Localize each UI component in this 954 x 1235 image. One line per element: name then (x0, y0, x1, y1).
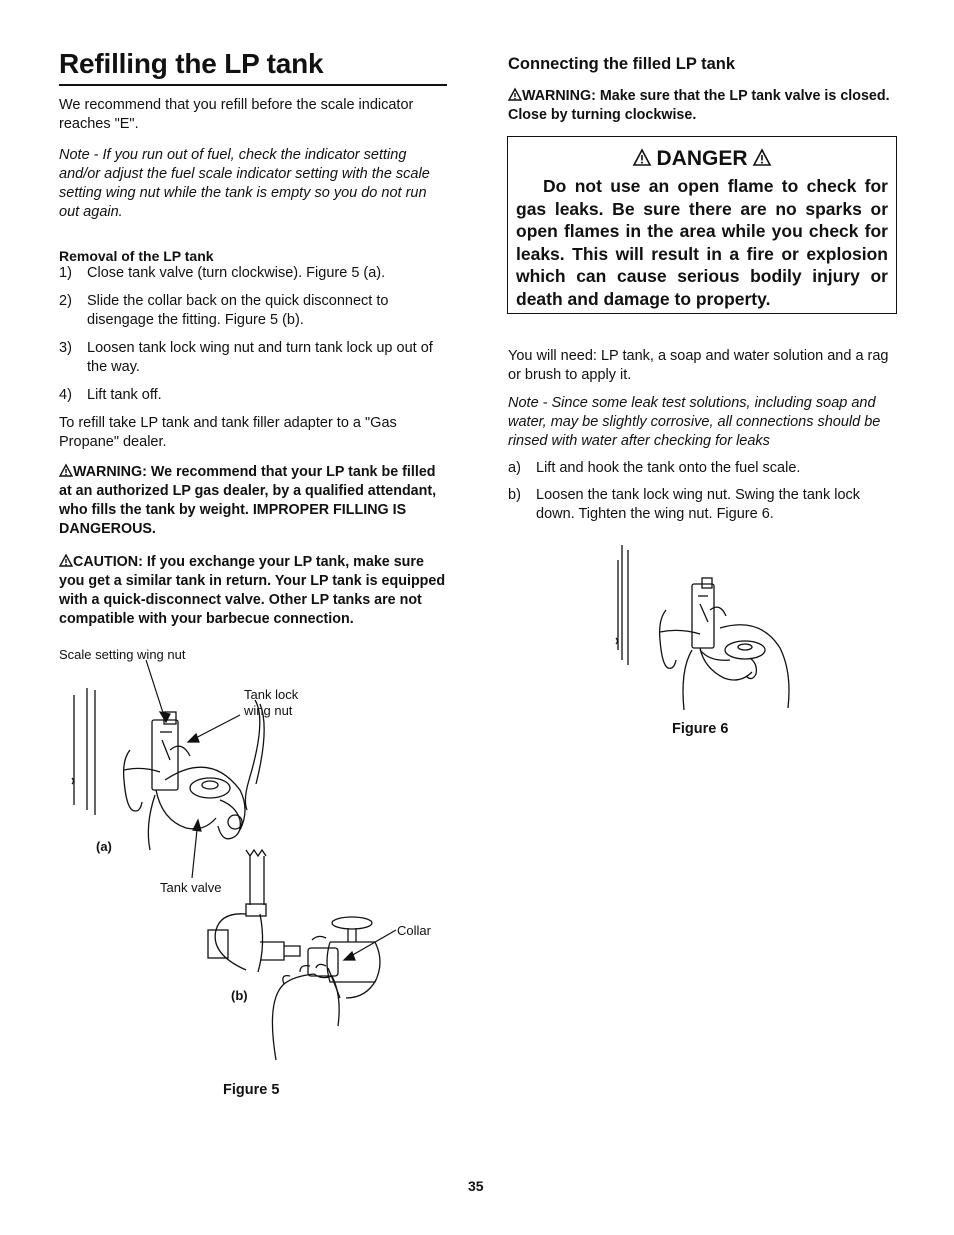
list-item: 2) Slide the collar back on the quick disconnect to disengage the fitting. Figure 5 (b). (59, 293, 389, 328)
refill-text: To refill take LP tank and tank filler adapter to a "Gas Propane" dealer. (59, 415, 397, 450)
warning-block: WARNING: We recommend that your LP tank be filled at an authorized LP gas dealer, by a qualified attendant, who fills the tank by weight. IMPROPER FILLING IS DANGEROUS. (59, 464, 437, 537)
intro-text: We recommend that you refill before the scale indicator reaches "E". (59, 97, 414, 132)
page-title: Refilling the LP tank (59, 48, 447, 86)
warning-icon (508, 88, 522, 101)
label-tank-valve: Tank valve (160, 880, 222, 895)
label-collar: Collar (397, 923, 431, 938)
danger-icon (753, 149, 771, 166)
label-tank-lock: Tank lock wing nut (244, 687, 299, 718)
warning-icon (59, 464, 73, 477)
section-heading: Connecting the filled LP tank (508, 55, 736, 73)
figure-5b-illustration (200, 850, 400, 1070)
danger-box (507, 136, 897, 314)
figure-6-illustration (600, 540, 800, 720)
caution-block: CAUTION: If you exchange your LP tank, make sure you get a similar tank in return. Your LP tank is equipped with a quick-disconnect valve. Other LP tanks are not compatible with your barbecue connection. (59, 554, 446, 627)
figure-5-caption: Figure 5 (223, 1082, 280, 1098)
list-item: 1) Close tank valve (turn clockwise). Figure 5 (a). (59, 265, 386, 281)
list-item: b) Loosen the tank lock wing nut. Swing the tank lock down. Tighten the wing nut. Figure 6. (508, 487, 861, 522)
removal-heading: Removal of the LP tank (59, 248, 214, 264)
page-number: 35 (468, 1178, 484, 1194)
label-b: (b) (231, 988, 248, 1003)
note-text: Note - If you run out of fuel, check the indicator setting and/or adjust the fuel scale indicator setting with the scale setting wing nut while the tank is empty so you do not run out again. (59, 147, 430, 220)
danger-title: DANGER (508, 147, 896, 171)
right-note-text: Note - Since some leak test solutions, including soap and water, may be slightly corrosive, all connections should be rinsed with water after checking for leaks (508, 395, 881, 449)
list-item: 4) Lift tank off. (59, 387, 162, 403)
right-warning-block: WARNING: Make sure that the LP tank valve is closed. Close by turning clockwise. (508, 88, 890, 123)
need-text: You will need: LP tank, a soap and water solution and a rag or brush to apply it. (508, 348, 889, 383)
figure-5a-illustration (60, 660, 300, 860)
danger-text: Do not use an open flame to check for gas leaks. Be sure there are no sparks or open flames in the area while you check for leaks. This will result in a fire or explosion which can cause serious bodily injury or death and damage to property. (516, 176, 888, 309)
danger-icon (633, 149, 651, 166)
figure-6-caption: Figure 6 (672, 721, 729, 737)
caution-icon (59, 554, 73, 567)
label-a: (a) (96, 839, 112, 854)
label-scale-wing-nut: Scale setting wing nut (59, 647, 186, 662)
list-item: 3) Loosen tank lock wing nut and turn tank lock up out of the way. (59, 340, 433, 375)
list-item: a) Lift and hook the tank onto the fuel scale. (508, 460, 801, 476)
